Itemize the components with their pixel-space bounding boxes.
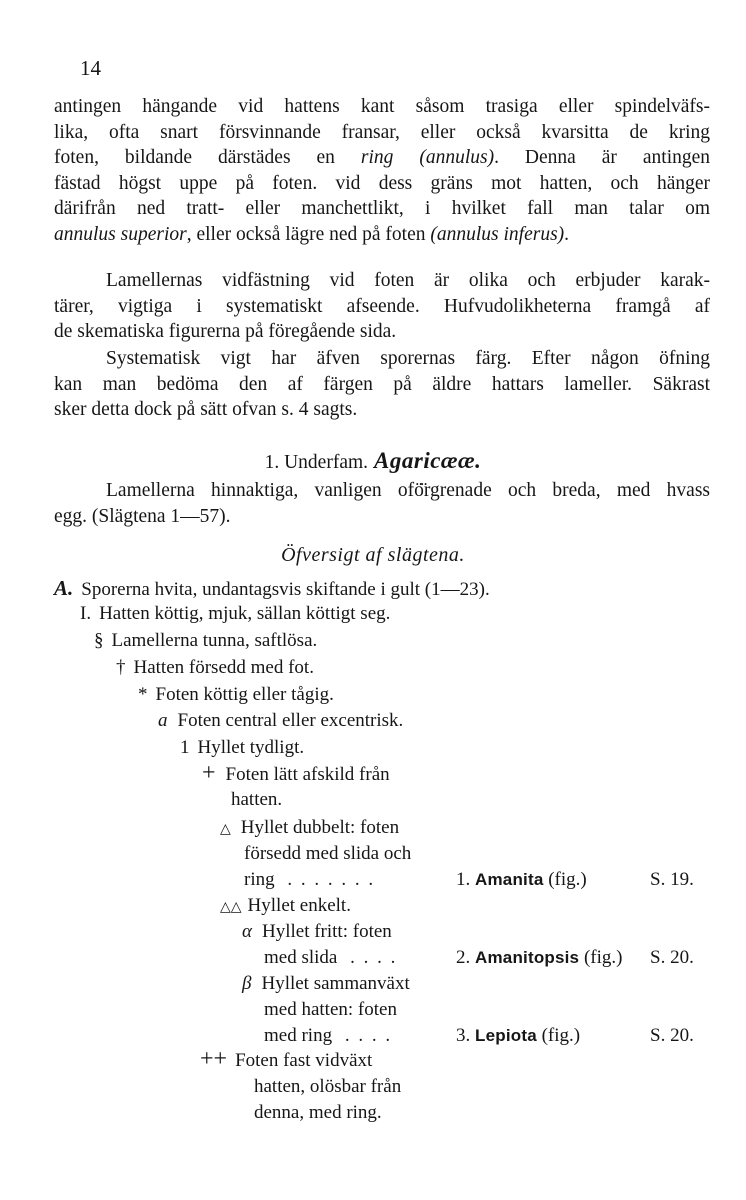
subfamily-name: Agaricææ. xyxy=(374,448,482,473)
key-row-plus-cont: hatten. xyxy=(231,789,283,810)
key-row-alpha-cont: med slida . . . . xyxy=(264,947,398,968)
text-line: kan man bedöma den af färgen på äldre hattars lameller. Säkrast xyxy=(54,373,710,395)
key-row-dagger: † Hatten försedd med fot. xyxy=(116,657,314,678)
text-line: de skematiska figurerna på föregående sida. xyxy=(54,321,397,342)
key-row-asterisk: * Foten köttig eller tågig. xyxy=(138,684,334,705)
key-row-beta: β Hyllet sammanväxt xyxy=(242,973,410,994)
genus-entry: 2. Amanitopsis (fig.) xyxy=(456,947,623,968)
genus-name: Amanita xyxy=(475,870,544,889)
page-reference: S. 20. xyxy=(650,1025,694,1046)
text-line: tärer, vigtiga i systematiskt afseende. Hufvudolikheterna framgå af xyxy=(54,295,710,317)
key-row-double-plus-cont: denna, med ring. xyxy=(254,1102,382,1123)
text-line: därifrån ned tratt- eller manchettlikt, i hvilket fall man talar om xyxy=(54,198,710,219)
paragraph-4 xyxy=(54,478,710,529)
text-line: antingen hängande vid hattens kant såsom trasiga eller spindelväfs- xyxy=(54,96,710,117)
text-line: Systematisk vigt har äfven sporernas färg. Efter någon öfning xyxy=(106,348,710,369)
paragraph-2 xyxy=(54,268,710,345)
text-line: egg. (Slägtena 1—57). xyxy=(54,505,231,527)
paragraph-3 xyxy=(54,346,710,423)
key-row-beta-cont: med ring . . . . xyxy=(264,1025,393,1046)
subfamily-heading: 1. Underfam. Agaricææ. xyxy=(264,448,482,473)
page-reference: S. 20. xyxy=(650,947,694,968)
key-row-double-plus-cont: hatten, olösbar från xyxy=(254,1076,402,1097)
text-line: sker detta dock på sätt ofvan s. 4 sagts. xyxy=(54,399,358,420)
key-row-alpha: α Hyllet fritt: foten xyxy=(242,921,392,942)
paragraph-1 xyxy=(54,94,710,247)
page-number: 14 xyxy=(80,56,101,80)
text-line: Lamellernas vidfästning vid foten är olika och erbjuder karak- xyxy=(106,270,710,291)
key-row-triangle: △ Hyllet dubbelt: foten xyxy=(220,817,400,838)
page-reference: S. 19. xyxy=(650,869,694,890)
text-line: Lamellerna hinnaktiga, vanligen ofö̈rgrenade och breda, med hvass xyxy=(106,480,710,501)
genus-entry: 1. Amanita (fig.) xyxy=(456,869,587,890)
genus-name: Lepiota xyxy=(475,1026,537,1045)
key-row-1: 1 Hyllet tydligt. xyxy=(180,737,305,758)
text-line: annulus superior, eller också lägre ned på foten (annulus inferus). xyxy=(54,223,570,245)
text-line: lika, ofta snart försvinnande fransar, eller också kvarsitta de kring xyxy=(54,121,710,143)
key-row-triangle-cont: ring . . . . . . . xyxy=(244,869,376,890)
text-line: fästad högst uppe på foten. vid dess gräns mot hatten, och hänger xyxy=(54,172,710,194)
key-row-beta-cont: med hatten: foten xyxy=(264,999,397,1020)
genus-name: Amanitopsis xyxy=(475,948,580,967)
text-line: foten, bildande därstädes en ring (annulus). Denna är antingen xyxy=(54,147,711,168)
key-row-triangle-cont: försedd med slida och xyxy=(244,843,412,864)
key-row-section: § Lamellerna tunna, saftlösa. xyxy=(94,630,318,651)
genus-entry: 3. Lepiota (fig.) xyxy=(456,1025,581,1046)
key-row-a: A. Sporerna hvita, undantagsvis skiftande i gult (1—23). xyxy=(54,576,490,600)
key-row-double-triangle: △△ Hyllet enkelt. xyxy=(220,895,351,916)
key-row-plus: + Foten lätt afskild från xyxy=(202,760,390,786)
key-row-double-plus: ++ Foten fast vidväxt xyxy=(200,1046,373,1072)
key-row-a-lower: a Foten central eller excentrisk. xyxy=(158,710,404,731)
overview-title: Öfversigt af slägtena. xyxy=(281,544,465,566)
key-row-i: I. Hatten köttig, mjuk, sällan köttigt seg. xyxy=(80,603,391,624)
